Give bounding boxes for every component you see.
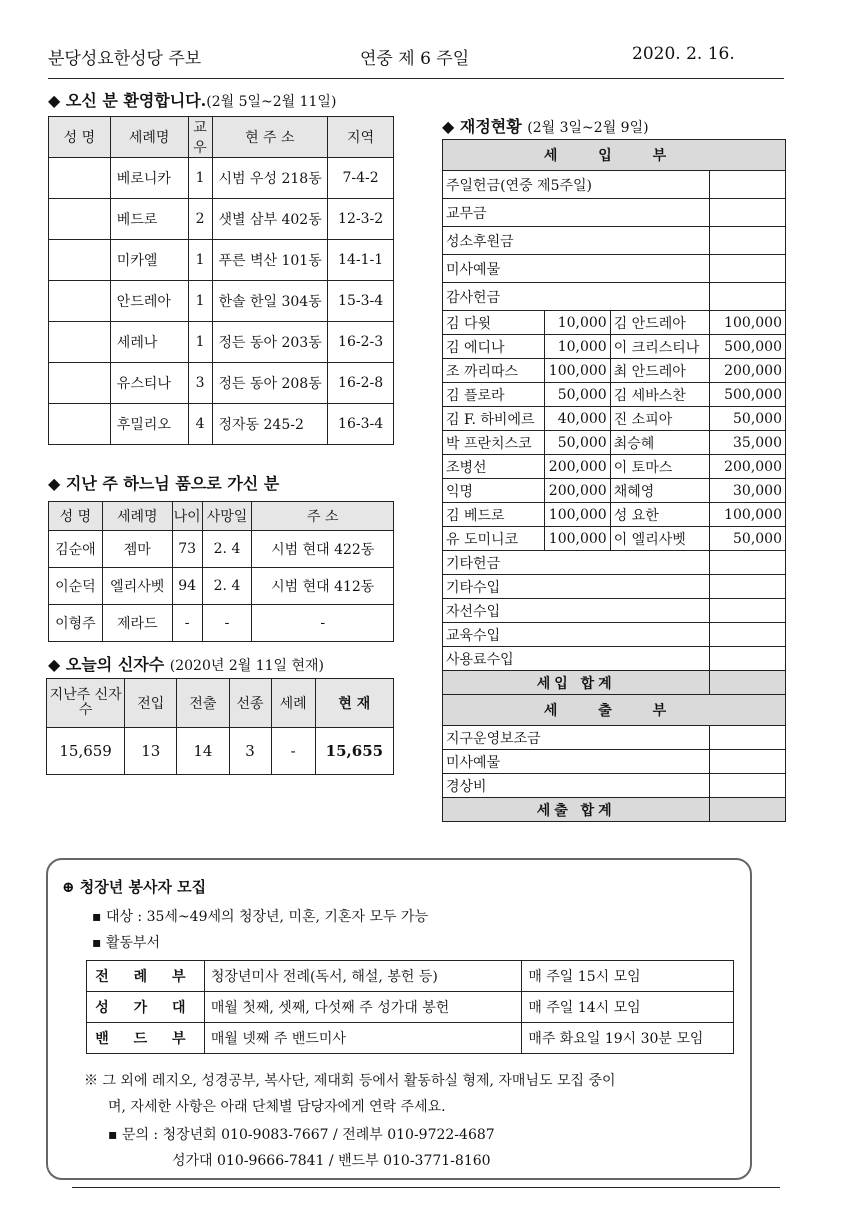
column-header: 사망일 xyxy=(202,502,252,531)
volunteer-title: ⊕ 청장년 봉사자 모집 xyxy=(62,878,207,896)
table-cell: 1 xyxy=(188,322,212,363)
table-cell: 진 소피아 xyxy=(610,407,710,431)
table-row xyxy=(443,647,786,671)
table-row xyxy=(443,359,786,383)
table-row xyxy=(443,774,786,798)
table-cell: 16-2-8 xyxy=(328,363,394,404)
table-cell: 500,000 xyxy=(710,383,786,407)
table-cell: 청장년미사 전례(독서, 해설, 봉헌 등) xyxy=(204,961,521,992)
amount-cell xyxy=(710,798,786,822)
column-header: 선종 xyxy=(229,679,271,728)
members-note: (2020년 2월 11일 현재) xyxy=(169,658,325,674)
volunteer-note: ※ 그 외에 레지오, 성경공부, 복사단, 제대회 등에서 활동하실 형제, 자매님도 모집 중이 xyxy=(84,1073,616,1089)
table-cell: 100,000 xyxy=(544,527,610,551)
table-cell xyxy=(49,240,111,281)
table-row xyxy=(443,726,786,750)
table-row xyxy=(443,455,786,479)
table-cell: 94 xyxy=(172,568,202,605)
table-row xyxy=(443,695,786,726)
table-cell: 김 안드레아 xyxy=(610,311,710,335)
column-header: 성 명 xyxy=(49,502,103,531)
table-cell: 매월 넷째 주 밴드미사 xyxy=(204,1023,521,1054)
departments-table xyxy=(86,960,734,1054)
volunteer-departments-label: ▪ 활동부서 xyxy=(92,935,161,951)
table-cell: 100,000 xyxy=(544,359,610,383)
table-cell: 100,000 xyxy=(544,503,610,527)
table-cell: 14 xyxy=(177,728,229,775)
table-cell: 김 에디나 xyxy=(443,335,545,359)
table-cell: 정든 동아 208동 xyxy=(212,363,328,404)
finance-heading xyxy=(442,114,649,137)
table-cell xyxy=(49,199,111,240)
table-cell: 50,000 xyxy=(544,383,610,407)
table-cell: 이 토마스 xyxy=(610,455,710,479)
table-row xyxy=(443,479,786,503)
table-cell: 200,000 xyxy=(710,455,786,479)
table-cell: 베드로 xyxy=(110,199,188,240)
table-cell: 50,000 xyxy=(710,527,786,551)
income-item: 성소후원금 xyxy=(443,227,710,255)
table-cell: 12-3-2 xyxy=(328,199,394,240)
table-cell: 김 베드로 xyxy=(443,503,545,527)
table-row xyxy=(443,283,786,311)
members-heading xyxy=(48,652,324,675)
column-header: 현 주 소 xyxy=(212,117,328,158)
table-cell: - xyxy=(271,728,315,775)
table-cell: 매주 화요일 19시 30분 모임 xyxy=(522,1023,734,1054)
finance-title: ◆ 재정현황 xyxy=(442,117,522,136)
table-cell: 10,000 xyxy=(544,335,610,359)
table-cell: 50,000 xyxy=(710,407,786,431)
bulletin-name: 분당성요한성당 주보 xyxy=(48,49,202,69)
bulletin-date: 2020. 2. 16. xyxy=(632,44,735,64)
expense-total: 세출 합계 xyxy=(443,798,710,822)
column-header: 지역 xyxy=(328,117,394,158)
table-cell: 박 프란치스코 xyxy=(443,431,545,455)
table-cell: 김 F. 하비에르 xyxy=(443,407,545,431)
expense-item: 지구운영보조금 xyxy=(443,726,710,750)
table-row xyxy=(87,992,734,1023)
table-cell: 1 xyxy=(188,240,212,281)
table-cell: 1 xyxy=(188,281,212,322)
table-cell: 미카엘 xyxy=(110,240,188,281)
table-row xyxy=(49,404,394,445)
table-cell: 2. 4 xyxy=(202,531,252,568)
contact-line: ▪ 문의 : 청장년회 010-9083-7667 / 전례부 010-9722-4687 xyxy=(108,1127,495,1143)
deceased-heading: ◆ 지난 주 하느님 품으로 가신 분 xyxy=(48,474,280,493)
table-row xyxy=(87,961,734,992)
table-row xyxy=(443,551,786,575)
finance-table xyxy=(442,139,786,822)
table-cell: 100,000 xyxy=(710,311,786,335)
table-cell: 최승혜 xyxy=(610,431,710,455)
newcomers-title: ◆ 오신 분 환영합니다. xyxy=(48,91,207,110)
amount-cell xyxy=(710,726,786,750)
table-row xyxy=(49,363,394,404)
table-cell: 조 까리따스 xyxy=(443,359,545,383)
table-cell: 김 플로라 xyxy=(443,383,545,407)
table-cell: 4 xyxy=(188,404,212,445)
table-cell: 30,000 xyxy=(710,479,786,503)
table-cell: 이순덕 xyxy=(49,568,103,605)
table-cell: 15,659 xyxy=(47,728,125,775)
table-cell: 정자동 245-2 xyxy=(212,404,328,445)
table-cell: 전 례 부 xyxy=(87,961,205,992)
column-header: 세례 xyxy=(271,679,315,728)
table-cell: 한솔 한일 304동 xyxy=(212,281,328,322)
table-row xyxy=(443,623,786,647)
table-cell: - xyxy=(202,605,252,642)
income-item: 주일헌금(연중 제5주일) xyxy=(443,171,710,199)
table-cell: 세레나 xyxy=(110,322,188,363)
volunteer-eligibility: ▪ 대상 : 35세~49세의 청장년, 미혼, 기혼자 모두 가능 xyxy=(92,909,428,925)
table-cell: 엘리사벳 xyxy=(102,568,172,605)
table-cell: 조병선 xyxy=(443,455,545,479)
table-cell: 김 세바스찬 xyxy=(610,383,710,407)
expense-item: 경상비 xyxy=(443,774,710,798)
expense-item: 미사예물 xyxy=(443,750,710,774)
table-cell: 13 xyxy=(125,728,177,775)
volunteer-note-cont: 며, 자세한 사항은 아래 단체별 담당자에게 연락 주세요. xyxy=(108,1099,446,1115)
table-row xyxy=(443,671,786,695)
table-cell: 젬마 xyxy=(102,531,172,568)
table-row xyxy=(443,171,786,199)
expense-header: 세 출 부 xyxy=(443,695,786,726)
table-cell: 16-2-3 xyxy=(328,322,394,363)
table-row xyxy=(443,431,786,455)
income-item: 미사예물 xyxy=(443,255,710,283)
column-header: 주 소 xyxy=(252,502,394,531)
table-cell: 후밀리오 xyxy=(110,404,188,445)
table-cell: 성 가 대 xyxy=(87,992,205,1023)
column-header: 나이 xyxy=(172,502,202,531)
table-cell: 2. 4 xyxy=(202,568,252,605)
table-cell: 정든 동아 203동 xyxy=(212,322,328,363)
amount-cell xyxy=(710,599,786,623)
newcomers-period: (2월 5일~2월 11일) xyxy=(206,94,337,110)
table-cell: 10,000 xyxy=(544,311,610,335)
table-row xyxy=(49,531,394,568)
income-item: 기타헌금 xyxy=(443,551,710,575)
table-cell: 유 도미니코 xyxy=(443,527,545,551)
amount-cell xyxy=(710,171,786,199)
members-title: ◆ 오늘의 신자수 xyxy=(48,655,165,674)
table-cell: 200,000 xyxy=(544,455,610,479)
table-cell: 15,655 xyxy=(315,728,393,775)
table-cell: 김순애 xyxy=(49,531,103,568)
amount-cell xyxy=(710,255,786,283)
amount-cell xyxy=(710,199,786,227)
table-cell: 베로니카 xyxy=(110,158,188,199)
table-cell: 3 xyxy=(188,363,212,404)
column-header: 현 재 xyxy=(315,679,393,728)
table-cell: 500,000 xyxy=(710,335,786,359)
table-row xyxy=(443,527,786,551)
table-cell: 제라드 xyxy=(102,605,172,642)
table-cell: 푸른 벽산 101동 xyxy=(212,240,328,281)
table-row xyxy=(49,568,394,605)
table-cell xyxy=(49,363,111,404)
table-row xyxy=(49,199,394,240)
income-item: 기타수입 xyxy=(443,575,710,599)
table-row xyxy=(49,322,394,363)
table-cell: 3 xyxy=(229,728,271,775)
table-cell: 시범 현대 412동 xyxy=(252,568,394,605)
column-header: 전출 xyxy=(177,679,229,728)
table-row xyxy=(443,311,786,335)
table-cell: 40,000 xyxy=(544,407,610,431)
table-row xyxy=(443,227,786,255)
table-cell: 이 엘리사벳 xyxy=(610,527,710,551)
liturgical-week: 연중 제 6 주일 xyxy=(360,49,470,69)
table-row xyxy=(49,240,394,281)
table-row xyxy=(443,750,786,774)
table-row xyxy=(49,158,394,199)
table-row xyxy=(443,798,786,822)
table-cell: 채혜영 xyxy=(610,479,710,503)
income-item: 교육수입 xyxy=(443,623,710,647)
amount-cell xyxy=(710,671,786,695)
table-cell: - xyxy=(172,605,202,642)
contact-line: 성가대 010-9666-7841 / 밴드부 010-3771-8160 xyxy=(172,1153,491,1169)
table-header-row xyxy=(47,679,394,728)
table-cell: 50,000 xyxy=(544,431,610,455)
members-table xyxy=(46,678,394,775)
newcomers-table xyxy=(48,116,394,445)
table-cell: 35,000 xyxy=(710,431,786,455)
footer-divider xyxy=(72,1187,780,1188)
table-row xyxy=(443,335,786,359)
table-cell: 이 크리스티나 xyxy=(610,335,710,359)
table-cell: 15-3-4 xyxy=(328,281,394,322)
table-row xyxy=(443,255,786,283)
amount-cell xyxy=(710,283,786,311)
table-cell xyxy=(49,281,111,322)
amount-cell xyxy=(710,647,786,671)
finance-period: (2월 3일~2월 9일) xyxy=(527,120,649,136)
deceased-table xyxy=(48,501,394,642)
header-divider xyxy=(48,78,784,79)
table-row xyxy=(49,281,394,322)
table-row xyxy=(443,199,786,227)
table-row xyxy=(443,575,786,599)
table-cell: 최 안드레아 xyxy=(610,359,710,383)
income-item: 감사헌금 xyxy=(443,283,710,311)
amount-cell xyxy=(710,227,786,255)
amount-cell xyxy=(710,551,786,575)
table-row xyxy=(443,140,786,171)
table-header-row xyxy=(49,502,394,531)
table-cell: 안드레아 xyxy=(110,281,188,322)
column-header: 세례명 xyxy=(102,502,172,531)
table-header-row xyxy=(49,117,394,158)
table-row xyxy=(47,728,394,775)
table-cell: 14-1-1 xyxy=(328,240,394,281)
table-row xyxy=(443,503,786,527)
table-cell: 16-3-4 xyxy=(328,404,394,445)
table-cell xyxy=(49,158,111,199)
column-header: 지난주 신자수 xyxy=(47,679,125,728)
column-header: 교우 xyxy=(188,117,212,158)
table-cell: 200,000 xyxy=(710,359,786,383)
amount-cell xyxy=(710,750,786,774)
table-cell: 이형주 xyxy=(49,605,103,642)
table-cell: 유스티나 xyxy=(110,363,188,404)
table-cell: 7-4-2 xyxy=(328,158,394,199)
table-row xyxy=(49,605,394,642)
table-cell: 익명 xyxy=(443,479,545,503)
table-cell: 매월 첫째, 셋째, 다섯째 주 성가대 봉헌 xyxy=(204,992,521,1023)
table-cell: 김 다윗 xyxy=(443,311,545,335)
table-row xyxy=(443,407,786,431)
column-header: 전입 xyxy=(125,679,177,728)
income-total: 세입 합계 xyxy=(443,671,710,695)
table-cell: 시범 현대 422동 xyxy=(252,531,394,568)
table-cell: - xyxy=(252,605,394,642)
table-cell: 2 xyxy=(188,199,212,240)
table-cell: 밴 드 부 xyxy=(87,1023,205,1054)
income-item: 교무금 xyxy=(443,199,710,227)
newcomers-heading xyxy=(48,88,336,111)
table-cell: 200,000 xyxy=(544,479,610,503)
table-cell: 성 요한 xyxy=(610,503,710,527)
table-cell: 100,000 xyxy=(710,503,786,527)
table-row xyxy=(443,383,786,407)
column-header: 세례명 xyxy=(110,117,188,158)
column-header: 성 명 xyxy=(49,117,111,158)
table-cell: 시범 우성 218동 xyxy=(212,158,328,199)
amount-cell xyxy=(710,774,786,798)
amount-cell xyxy=(710,575,786,599)
income-item: 자선수입 xyxy=(443,599,710,623)
table-cell: 1 xyxy=(188,158,212,199)
income-item: 사용료수입 xyxy=(443,647,710,671)
table-cell: 샛별 삼부 402동 xyxy=(212,199,328,240)
table-cell: 73 xyxy=(172,531,202,568)
table-cell: 매 주일 15시 모임 xyxy=(522,961,734,992)
table-row xyxy=(443,599,786,623)
table-row xyxy=(87,1023,734,1054)
table-cell xyxy=(49,322,111,363)
amount-cell xyxy=(710,623,786,647)
table-cell xyxy=(49,404,111,445)
table-cell: 매 주일 14시 모임 xyxy=(522,992,734,1023)
income-header: 세 입 부 xyxy=(443,140,786,171)
